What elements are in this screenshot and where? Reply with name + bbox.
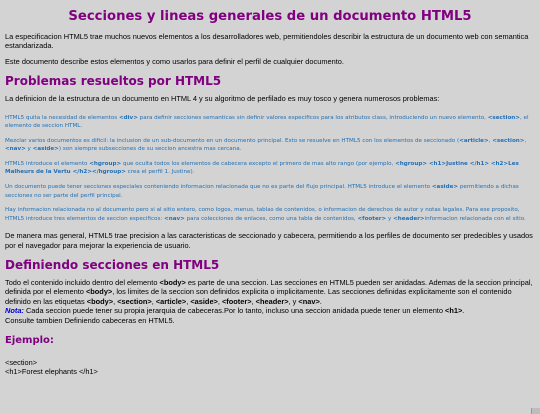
example-code-line-1: <section> bbox=[5, 358, 38, 368]
problem-item-4: Un documento puede tener secciones especiales conteniendo informacion relacionada que no es parte del flujo principal. HTML5 introduce el elemento <aside> permitiendo a dichas secciones no ser parte del perfil principal. bbox=[5, 184, 519, 199]
example-heading: Ejemplo: bbox=[5, 335, 54, 347]
problem-item-1: HTML5 quita la necesidad de elementos <div> para definir secciones semanticas sin definir valores especificos para los atributos class, introduciendo un nuevo elemento, <section>, el elemento de seccion HTML. bbox=[5, 114, 529, 130]
problemas-lead: La definicion de la estructura de un documento en HTML 4 y su algoritmo de perfilado es muy tosco y genera numerosos problemas: bbox=[5, 94, 440, 104]
section-heading-definiendo: Definiendo secciones en HTML5 bbox=[5, 258, 220, 273]
section-heading-problemas: Problemas resueltos por HTML5 bbox=[5, 74, 222, 89]
intro-paragraph-1: La especificacion HTML5 trae muchos nuevos elementos a los desarrolladores web, permitiendoles describir la estructura de un documento web con semantica estandarizada. bbox=[5, 32, 529, 51]
example-code-line-2: <h1>Forest elephants </h1> bbox=[5, 367, 98, 377]
problemas-closing: De manera mas general, HTML5 trae precision a las caracteristicas de seccionado y cabecera, permitiendo a los perfiles de documento ser predecibles y usados por el navegador para mejorar la experiencia de usuario. bbox=[5, 231, 533, 250]
problem-item-2: Mezclar varios documentos es dificil: la inclusion de un sub-documento en un documento principal. Esto se resuelve en HTML5 con los elementos de seccionado (<article>, <section>, <nav> y <aside>) son siempre subsecciones de su seccion ancestra mas cercana. bbox=[5, 137, 527, 153]
scrollbar-corner[interactable] bbox=[531, 408, 540, 414]
problem-item-5: Hay informacion relacionada no al documento pero si al sitio entero, como logos, menus, tablas de contenidos, o informacion de derechos de autor y notas legales. Para ese proposito, HTML5 introduce tres elementos de seccion especificos: <nav> para colecciones de enlaces, como una tabla de contenidos, <footer> y <header>informacion relacionada con el sitio. bbox=[5, 207, 526, 222]
nota-label: Nota: bbox=[5, 306, 24, 316]
nota-paragraph: Nota: Cada seccion puede tener su propia jerarquia de cabeceras.Por lo tanto, incluso una seccion anidada puede tener un elemento <h1>. bbox=[5, 306, 465, 316]
intro-paragraph-2: Este documento describe estos elementos y como usarlos para definir el perfil de cualquier documento. bbox=[5, 56, 344, 66]
definiendo-paragraph: Todo el contenido incluido dentro del elemento <body> es parte de una seccion. Las secciones en HTML5 pueden ser anidadas. Ademas de la seccion principal, definida por el elemento <body>, los limites de la seccion son definidos explicita o implicitamente. Las secciones definidas explicitamente son el contenido definido en las etiquetas <body>, <section>, <article>, <aside>, <footer>, <header>, y <nav>. bbox=[5, 278, 533, 306]
consult-line: Consulte tambien Definiendo cabeceras en HTML5. bbox=[5, 315, 175, 325]
problem-item-3: HTML5 introduce el elemento <hgroup> que oculta todos los elementos de cabecera excepto el primero de mas alto rango (por ejemplo, <hgroup> <h1>Justine </h1> <h2>Les Malheurs de la Vertu </h2></hgroup> crea el perfil 1. Justine). bbox=[5, 161, 519, 176]
page-title: Secciones y lineas generales de un documento HTML5 bbox=[68, 9, 472, 24]
document-page bbox=[0, 9, 540, 376]
